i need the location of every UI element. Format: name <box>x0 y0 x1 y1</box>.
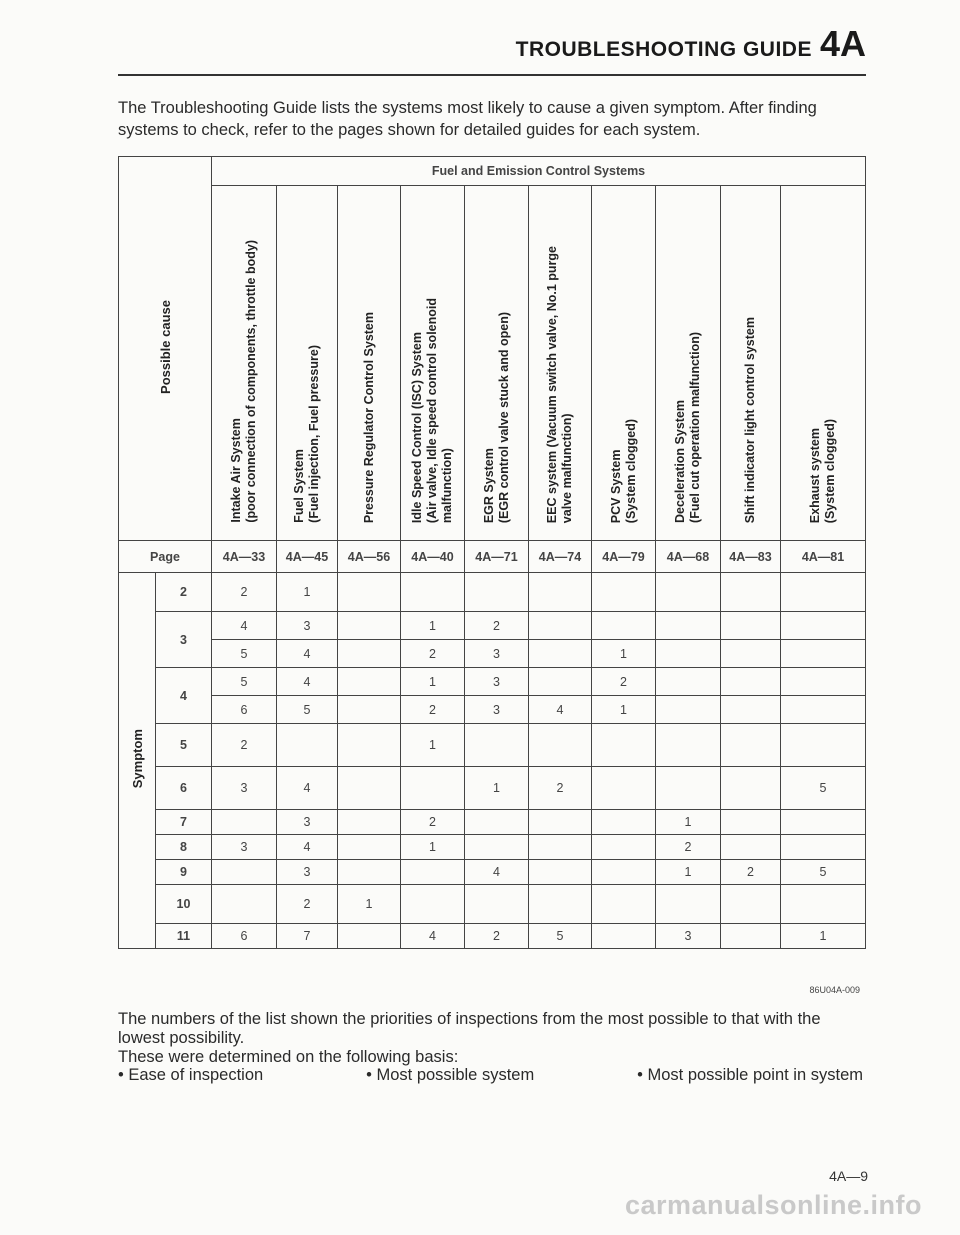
priority-cell <box>401 885 465 924</box>
priority-cell: 2 <box>401 696 465 724</box>
priority-cell <box>721 924 781 949</box>
page-ref: 4A—33 <box>212 541 277 573</box>
column-header <box>592 186 656 541</box>
priority-cell: 1 <box>338 885 401 924</box>
priority-cell <box>529 668 592 696</box>
priority-cell: 2 <box>721 860 781 885</box>
priority-cell: 4 <box>465 860 529 885</box>
priority-cell: 1 <box>781 924 866 949</box>
priority-cell: 1 <box>592 640 656 668</box>
priority-cell <box>592 885 656 924</box>
table-row <box>119 810 866 835</box>
table-row <box>119 835 866 860</box>
symptom-label: Symptom <box>129 729 145 789</box>
priority-cell <box>656 885 721 924</box>
priority-cell <box>529 810 592 835</box>
priority-cell: 2 <box>401 810 465 835</box>
symptom-number: 5 <box>156 724 212 767</box>
system-label: PCV System (System clogged) <box>608 418 638 523</box>
group-title: Fuel and Emission Control Systems <box>212 157 866 186</box>
priority-cell <box>465 885 529 924</box>
column-header <box>277 186 338 541</box>
priority-cell <box>656 767 721 810</box>
page-ref: 4A—45 <box>277 541 338 573</box>
symptom-number: 11 <box>156 924 212 949</box>
priority-cell <box>781 668 866 696</box>
priority-cell <box>338 573 401 612</box>
priority-cell <box>721 767 781 810</box>
priority-cell <box>338 924 401 949</box>
priority-cell: 1 <box>401 668 465 696</box>
priority-cell <box>656 612 721 640</box>
table-row <box>119 573 866 612</box>
priority-cell <box>529 724 592 767</box>
system-label: Deceleration System (Fuel cut operation malfunction) <box>673 332 702 523</box>
priority-cell <box>781 696 866 724</box>
header-section: 4A <box>819 23 866 64</box>
table-row <box>119 924 866 949</box>
priority-cell: 3 <box>656 924 721 949</box>
priority-cell <box>401 573 465 612</box>
page-ref: 4A—71 <box>465 541 529 573</box>
priority-cell <box>465 810 529 835</box>
priority-cell: 5 <box>529 924 592 949</box>
priority-cell: 1 <box>656 860 721 885</box>
priority-cell: 3 <box>277 860 338 885</box>
column-header <box>656 186 721 541</box>
symptom-number: 8 <box>156 835 212 860</box>
priority-cell <box>338 612 401 640</box>
priority-cell <box>338 810 401 835</box>
priority-cell: 5 <box>212 668 277 696</box>
column-header <box>401 186 465 541</box>
priority-cell <box>465 724 529 767</box>
column-header <box>212 186 277 541</box>
table-row <box>119 860 866 885</box>
priority-cell: 3 <box>212 835 277 860</box>
priority-cell: 1 <box>401 612 465 640</box>
priority-cell: 2 <box>656 835 721 860</box>
table-row <box>119 724 866 767</box>
priority-cell <box>401 767 465 810</box>
symptom-label-cell <box>119 573 156 949</box>
priority-cell <box>592 612 656 640</box>
priority-cell: 1 <box>401 835 465 860</box>
page-ref: 4A—74 <box>529 541 592 573</box>
table-row <box>119 640 866 668</box>
page-ref: 4A—68 <box>656 541 721 573</box>
priority-cell <box>656 696 721 724</box>
priority-cell <box>212 885 277 924</box>
priority-cell <box>781 885 866 924</box>
priority-cell: 4 <box>277 835 338 860</box>
priority-cell <box>592 835 656 860</box>
priority-cell: 3 <box>212 767 277 810</box>
table-row <box>119 668 866 696</box>
page-header <box>515 23 866 64</box>
priority-cell <box>338 724 401 767</box>
symptom-number: 3 <box>156 612 212 668</box>
priority-cell <box>338 668 401 696</box>
symptom-number: 7 <box>156 810 212 835</box>
column-header <box>529 186 592 541</box>
priority-cell <box>529 573 592 612</box>
watermark: carmanualsonline.info <box>624 1190 922 1220</box>
priority-cell <box>529 835 592 860</box>
page-ref: 4A—40 <box>401 541 465 573</box>
priority-cell: 3 <box>465 696 529 724</box>
priority-cell: 1 <box>277 573 338 612</box>
priority-cell: 2 <box>212 724 277 767</box>
system-label: Shift indicator light control system <box>743 316 757 523</box>
priority-cell <box>529 860 592 885</box>
system-label: Idle Speed Control (ISC) System (Air valve, Idle speed control solenoid malfunction) <box>410 297 454 523</box>
priority-cell: 1 <box>656 810 721 835</box>
priority-cell: 6 <box>212 924 277 949</box>
priority-cell: 2 <box>277 885 338 924</box>
priority-cell: 4 <box>277 767 338 810</box>
system-label: Exhaust system (System clogged) <box>808 418 838 523</box>
priority-cell <box>277 724 338 767</box>
basis-item: • Most possible system <box>366 1066 535 1084</box>
priority-cell <box>338 640 401 668</box>
priority-cell <box>529 612 592 640</box>
priority-cell <box>656 668 721 696</box>
header-title: TROUBLESHOOTING GUIDE <box>515 38 812 61</box>
table-row <box>119 767 866 810</box>
priority-cell <box>781 810 866 835</box>
column-header <box>338 186 401 541</box>
page-label: Page <box>119 541 212 573</box>
priority-cell <box>592 860 656 885</box>
priority-cell <box>212 860 277 885</box>
symptom-number: 4 <box>156 668 212 724</box>
figure-code: 86U04A-009 <box>809 985 860 995</box>
priority-cell <box>721 573 781 612</box>
system-label: EEC system (Vacuum switch valve, No.1 purge valve malfunction) <box>545 245 574 523</box>
troubleshooting-table <box>118 156 866 949</box>
priority-cell <box>592 924 656 949</box>
symptom-number: 6 <box>156 767 212 810</box>
priority-cell <box>721 640 781 668</box>
page-ref: 4A—79 <box>592 541 656 573</box>
priority-cell: 2 <box>212 573 277 612</box>
priority-cell: 2 <box>592 668 656 696</box>
priority-cell <box>721 835 781 860</box>
basis-list <box>118 1066 863 1085</box>
system-label: Fuel System (Fuel injection, Fuel pressure) <box>292 345 321 523</box>
possible-cause-label: Possible cause <box>157 300 173 394</box>
priority-cell: 1 <box>465 767 529 810</box>
priority-cell <box>781 724 866 767</box>
priority-cell: 2 <box>529 767 592 810</box>
priority-cell: 3 <box>277 810 338 835</box>
priority-cell <box>721 810 781 835</box>
column-header <box>465 186 529 541</box>
priority-cell: 3 <box>465 668 529 696</box>
priority-cell <box>721 612 781 640</box>
priority-cell <box>529 640 592 668</box>
priority-cell: 2 <box>401 640 465 668</box>
priority-cell: 7 <box>277 924 338 949</box>
priority-cell: 3 <box>277 612 338 640</box>
priority-cell <box>338 767 401 810</box>
priority-cell <box>465 835 529 860</box>
priority-cell <box>721 696 781 724</box>
priority-cell: 1 <box>592 696 656 724</box>
table-row <box>119 612 866 640</box>
priority-cell: 4 <box>277 668 338 696</box>
priority-cell <box>338 696 401 724</box>
priority-cell <box>781 640 866 668</box>
page-ref: 4A—56 <box>338 541 401 573</box>
priority-cell: 5 <box>781 767 866 810</box>
priority-cell <box>338 835 401 860</box>
column-header <box>721 186 781 541</box>
table-row <box>119 696 866 724</box>
priority-cell <box>721 668 781 696</box>
column-header <box>781 186 866 541</box>
priority-cell <box>401 860 465 885</box>
priority-cell <box>212 810 277 835</box>
table-row <box>119 885 866 924</box>
priority-cell: 6 <box>212 696 277 724</box>
priority-cell: 4 <box>277 640 338 668</box>
system-label: Pressure Regulator Control System <box>361 311 376 523</box>
system-label: EGR System (EGR control valve stuck and open) <box>481 311 511 523</box>
priority-cell: 2 <box>465 924 529 949</box>
priority-cell <box>592 724 656 767</box>
priority-cell <box>781 835 866 860</box>
priority-cell <box>781 573 866 612</box>
basis-item: • Ease of inspection <box>118 1066 264 1084</box>
priority-cell: 1 <box>401 724 465 767</box>
priority-cell <box>721 724 781 767</box>
page-number: 4A—9 <box>829 1168 868 1184</box>
intro-paragraph: The Troubleshooting Guide lists the systems most likely to cause a given symptom. After finding systems to check, refer to the pages shown for detailed guides for each system. <box>118 99 817 139</box>
page-ref: 4A—81 <box>781 541 866 573</box>
priority-cell <box>721 885 781 924</box>
symptom-number: 2 <box>156 573 212 612</box>
possible-cause-cell <box>119 157 212 541</box>
priority-cell <box>465 573 529 612</box>
priority-cell: 5 <box>277 696 338 724</box>
priority-cell <box>529 885 592 924</box>
priority-cell: 5 <box>212 640 277 668</box>
priority-cell <box>656 724 721 767</box>
priority-cell: 4 <box>401 924 465 949</box>
priority-cell <box>338 860 401 885</box>
priority-cell <box>592 767 656 810</box>
priority-cell: 3 <box>465 640 529 668</box>
symptom-number: 10 <box>156 885 212 924</box>
priority-cell: 4 <box>529 696 592 724</box>
priority-cell <box>656 573 721 612</box>
header-rule <box>118 74 866 76</box>
symptom-number: 9 <box>156 860 212 885</box>
priority-cell <box>656 640 721 668</box>
note-paragraph: The numbers of the list shown the priorities of inspections from the most possible to that with the lowest possibility. These were determined on the following basis: <box>118 1010 821 1066</box>
basis-item: • Most possible point in system <box>637 1066 863 1084</box>
priority-cell <box>592 573 656 612</box>
priority-cell: 4 <box>212 612 277 640</box>
priority-cell: 2 <box>465 612 529 640</box>
priority-cell: 5 <box>781 860 866 885</box>
priority-cell <box>781 612 866 640</box>
page-ref: 4A—83 <box>721 541 781 573</box>
system-label: Intake Air System (poor connection of components, throttle body) <box>229 240 258 523</box>
priority-cell <box>592 810 656 835</box>
